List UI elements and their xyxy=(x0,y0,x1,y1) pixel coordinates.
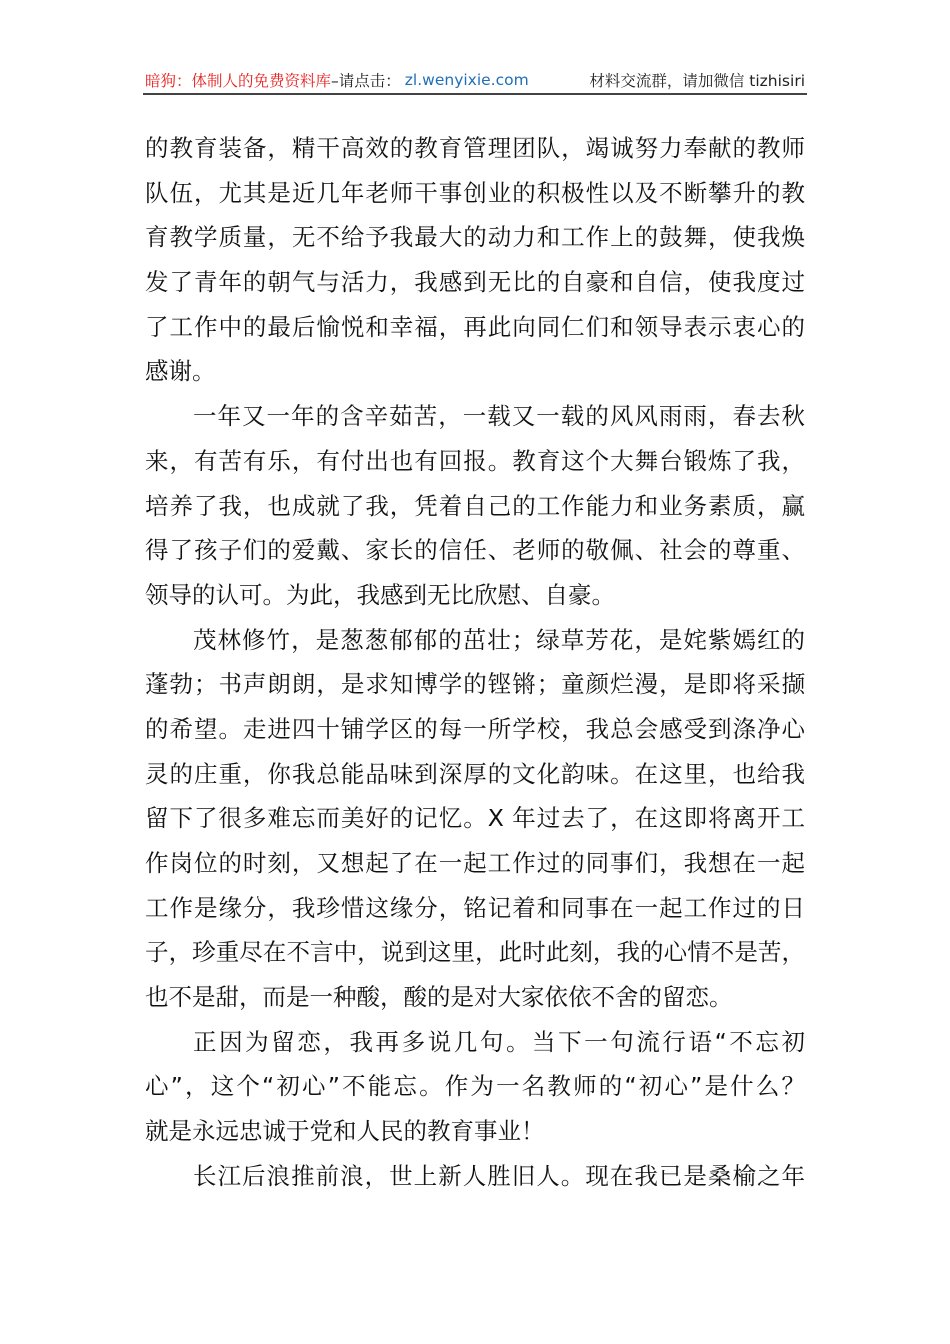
page-header xyxy=(145,68,805,92)
text-line: 领导的认可。为此，我感到无比欣慰、自豪。 xyxy=(145,580,615,609)
text-line: 心”，这个“初心”不能忘。作为一名教师的“初心”是什么？ xyxy=(145,1072,805,1101)
text-line: 茂林修竹，是葱葱郁郁的茁壮；绿草芳花，是姹紫嫣红的 xyxy=(193,625,805,654)
text-line: 了工作中的最后愉悦和幸福，再此向同仁们和领导表示衷心的 xyxy=(145,312,805,341)
text-line: 培养了我，也成就了我，凭着自己的工作能力和业务素质，赢 xyxy=(145,491,805,520)
text-line: 育教学质量，无不给予我最大的动力和工作上的鼓舞，使我焕 xyxy=(145,223,805,252)
text-line: 留下了很多难忘而美好的记忆。X 年过去了，在这即将离开工 xyxy=(145,804,805,833)
text-line: 的希望。走进四十铺学区的每一所学校，我总会感受到涤净心 xyxy=(145,714,805,743)
header-divider xyxy=(143,93,807,95)
click-prompt: –请点击： xyxy=(331,72,401,90)
text-line: 长江后浪推前浪，世上新人胜旧人。现在我已是桑榆之年 xyxy=(193,1161,805,1190)
website-link[interactable]: zl.wenyixie.com xyxy=(404,71,529,89)
paragraph xyxy=(145,1020,805,1154)
paragraph xyxy=(145,618,805,1020)
text-line: 子，珍重尽在不言中，说到这里，此时此刻，我的心情不是苦， xyxy=(145,938,805,967)
text-line: 的教育装备，精干高效的教育管理团队，竭诚努力奉献的教师 xyxy=(145,134,805,162)
paragraph xyxy=(145,394,805,617)
text-line: 感谢。 xyxy=(145,357,216,386)
text-line: 就是永远忠诚于党和人民的教育事业！ xyxy=(145,1117,545,1146)
text-line: 队伍，尤其是近几年老师干事创业的积极性以及不断攀升的教 xyxy=(145,178,805,207)
text-line: 发了青年的朝气与活力，我感到无比的自豪和自信，使我度过 xyxy=(145,268,805,297)
text-line: 灵的庄重，你我总能品味到深厚的文化韵味。在这里，也给我 xyxy=(145,759,805,788)
paragraph xyxy=(145,126,805,394)
text-line: 也不是甜，而是一种酸，酸的是对大家依依不舍的留恋。 xyxy=(145,983,733,1012)
text-line: 一年又一年的含辛茹苦，一载又一载的风风雨雨，春去秋 xyxy=(193,402,805,431)
document-body xyxy=(145,126,805,1199)
text-line: 作岗位的时刻，又想起了在一起工作过的同事们，我想在一起 xyxy=(145,849,805,877)
text-line: 来，有苦有乐，有付出也有回报。教育这个大舞台锻炼了我， xyxy=(145,446,805,475)
text-line: 工作是缘分，我珍惜这缘分，铭记着和同事在一起工作过的日 xyxy=(145,893,805,922)
brand-text: 暗狗：体制人的免费资料库 xyxy=(145,72,332,90)
paragraph xyxy=(145,1154,805,1199)
contact-text: 材料交流群，请加微信 tizhisiri xyxy=(589,72,805,90)
text-line: 正因为留恋，我再多说几句。当下一句流行语“不忘初 xyxy=(193,1027,805,1056)
text-line: 得了孩子们的爱戴、家长的信任、老师的敬佩、社会的尊重、 xyxy=(145,536,805,565)
text-line: 蓬勃；书声朗朗，是求知博学的铿锵；童颜烂漫，是即将采撷 xyxy=(145,670,805,699)
